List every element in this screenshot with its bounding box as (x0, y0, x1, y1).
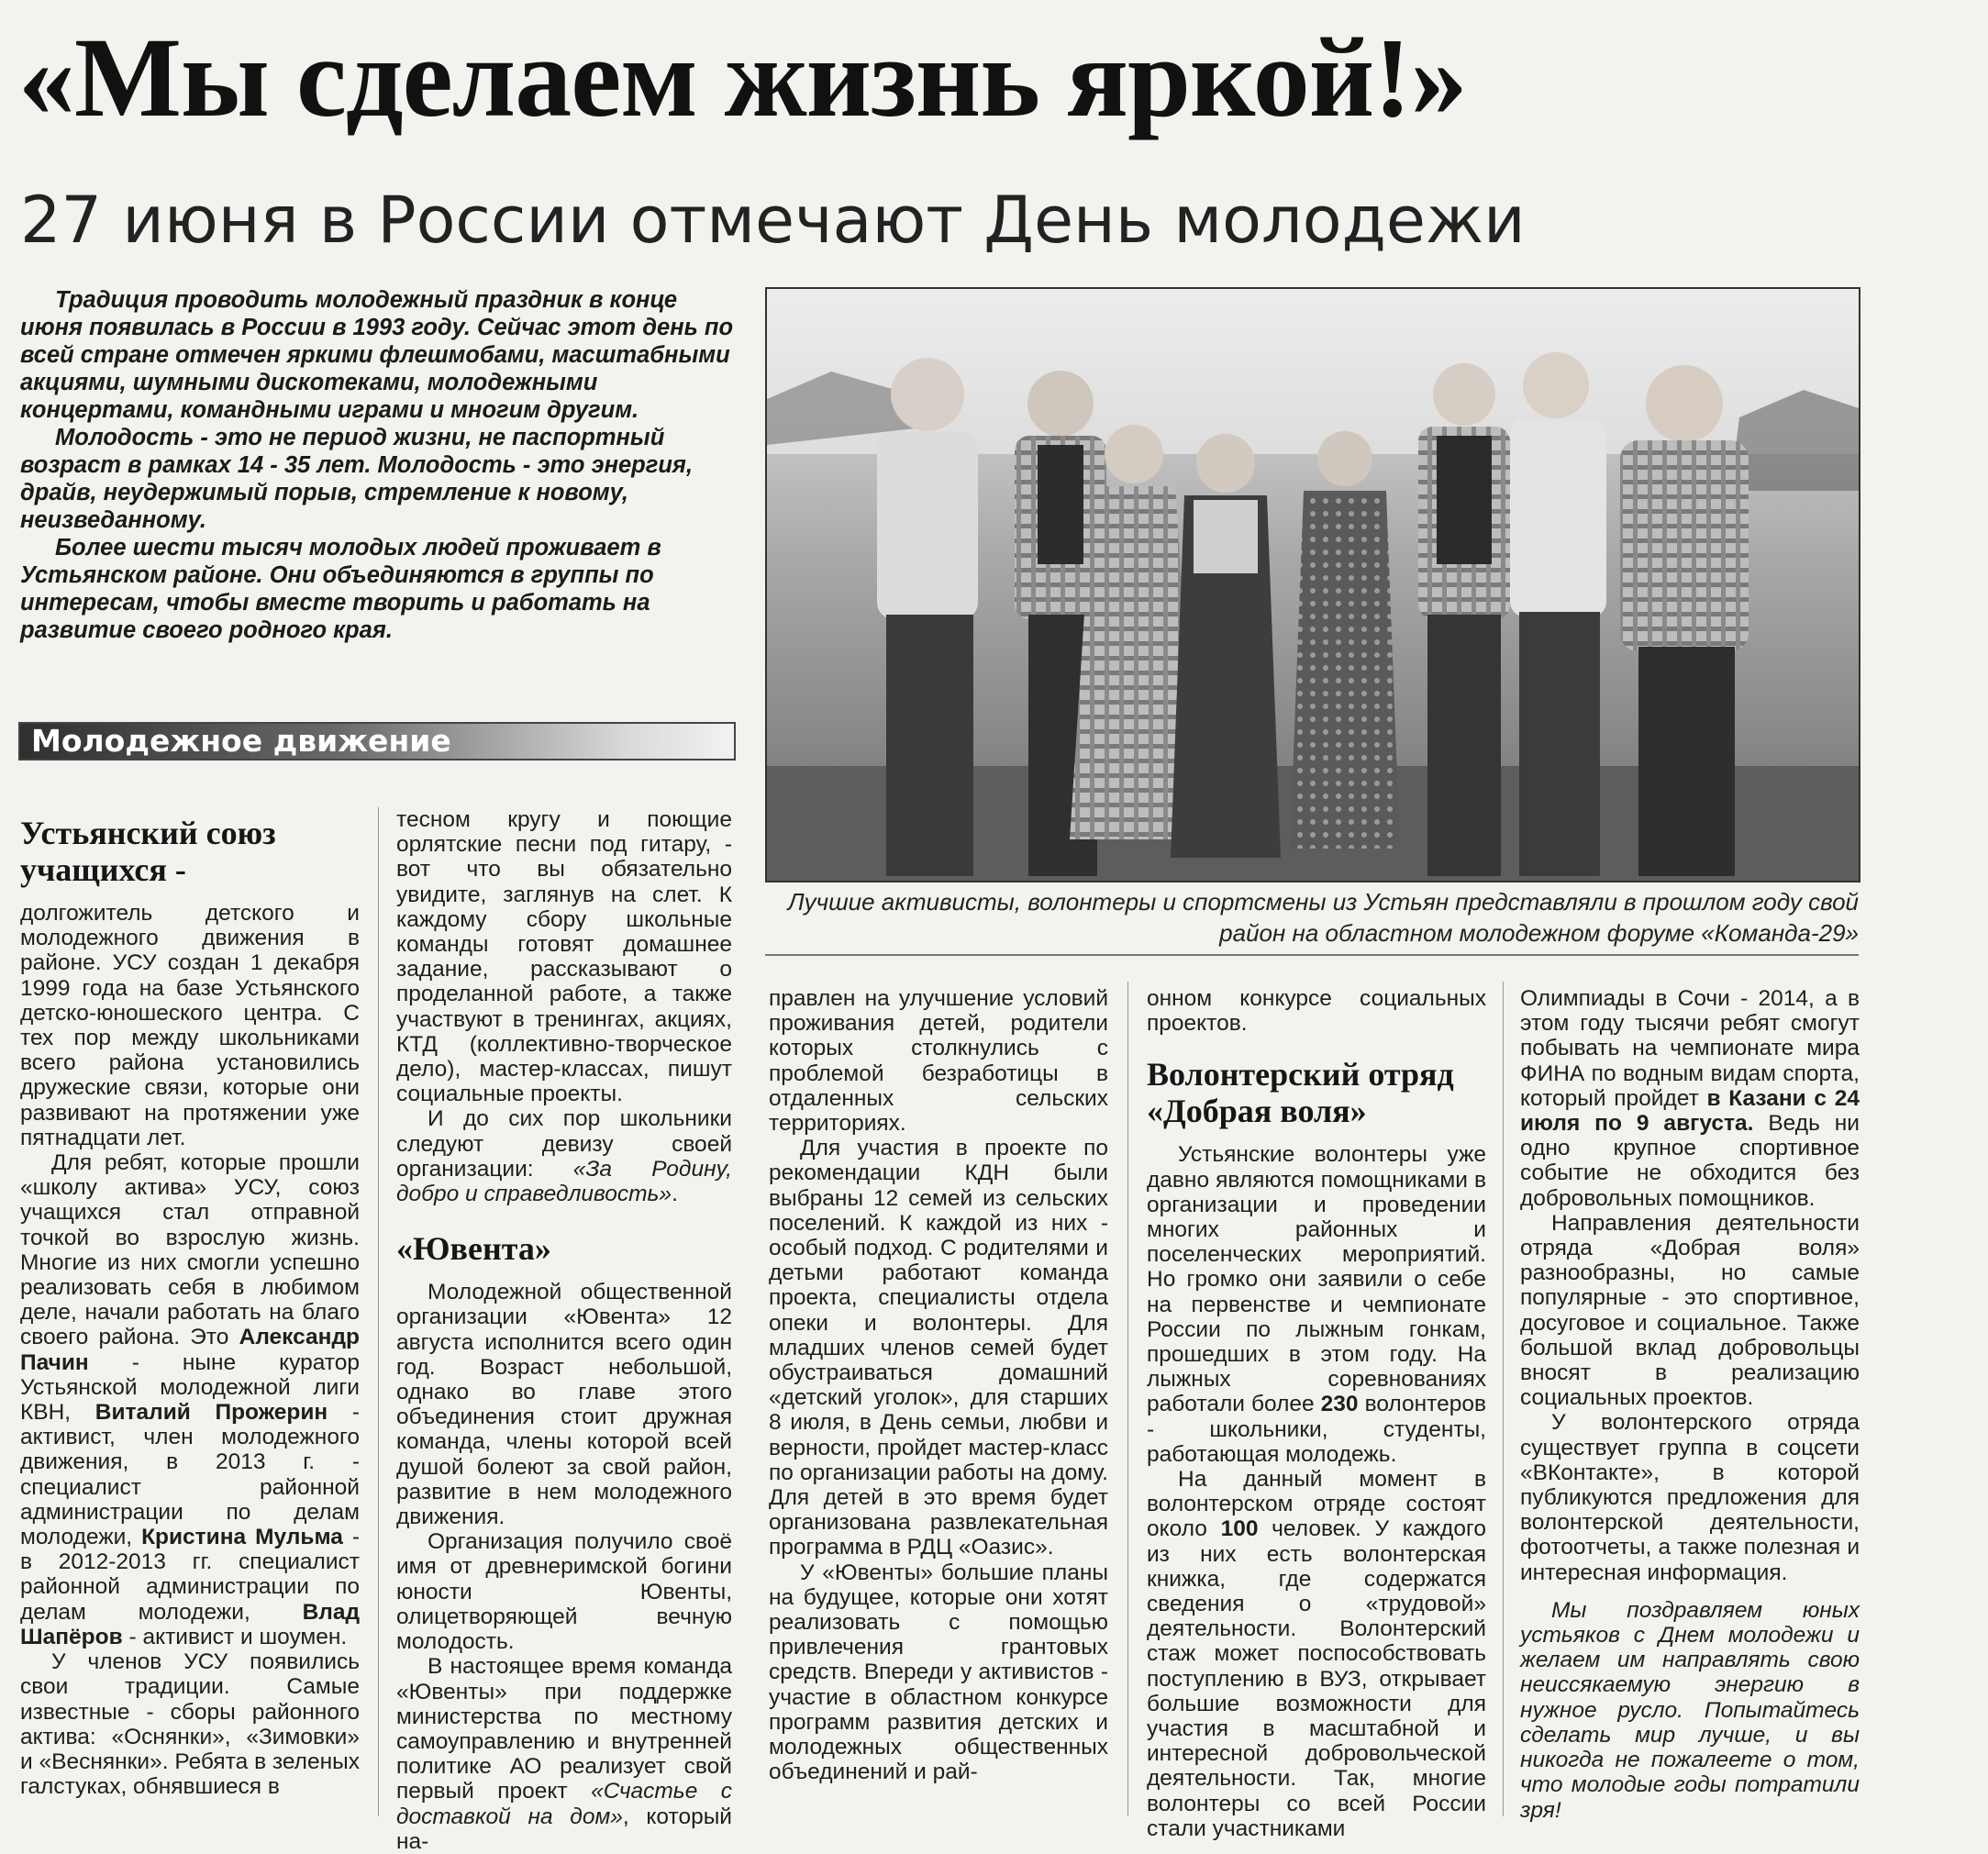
article-paragraph: У волонтерского отряда существует группа в соцсети «ВКонтакте», в которой публикуются предложения для волонтерской деятельности, фотоотчеты, а также полезная и интересная информация. (1520, 1410, 1860, 1585)
group-photo-image (767, 289, 1859, 881)
column-4 (1147, 986, 1486, 1841)
article-paragraph: правлен на улучшение условий проживания детей, родители которых столкнулись с проблемой безработицы в отдаленных сельских территориях. (769, 986, 1108, 1137)
article-paragraph: У «Ювенты» большие планы на будущее, которые они хотят реализовать с помощью привлечения грантовых средств. Впереди у активистов - участие в областном конкурсе программ развития детских и молодежных общественных объединений и рай- (769, 1560, 1108, 1785)
section-bar (18, 722, 736, 760)
article-paragraph: Для участия в проекте по рекомендации КДН были выбраны 12 семей из сельских поселений. К каждой из них - особый подход. С родителями и детьми работают команда проекта, специалисты отдела опеки и волонтеры. Для младших членов семей будет обустраиваться домашний «детский уголок», для старших 8 июля, в День семьи, любви и верности, пройдет мастер-класс по организации работы на дому. Для детей в это время будет организована развлекательная программа в РДЦ «Оазис». (769, 1136, 1108, 1560)
column-divider (1503, 982, 1504, 1816)
article-paragraph: У членов УСУ появились свои традиции. Самые известные - сборы районного актива: «Оснянки», «Зимовки» и «Веснянки». Ребята в зеленых галстуках, обнявшиеся в (20, 1649, 360, 1800)
article-paragraph: Устьянские волонтеры уже давно являются помощниками в организации и проведении многих районных и поселенческих мероприятий. Но громко они заявили о себе на первенстве и чемпионате России по лыжным гонкам, прошедших в этом году. На лыжных соревнованиях работали более 230 волонтеров - школьники, студенты, работающая молодежь. (1147, 1142, 1486, 1467)
column-divider (1127, 982, 1128, 1816)
photo-caption: Лучшие активисты, волонтеры и спортсмены из Устьян представляли в прошлом году свой район на областном молодежном форуме «Команда-29» (787, 888, 1859, 947)
section-bar-label: Молодежное движение (31, 723, 451, 759)
headline: «Мы сделаем жизнь яркой!» (18, 15, 1467, 140)
closing-greeting: Мы поздравляем юных устьяков с Днем молодежи и желаем им направлять свою неиссякаемую энергию в нужное русло. Попытайтесь сделать мир лучше, и вы никогда не пожалеете о том, что молодые годы потратили зря! (1520, 1597, 1860, 1823)
lead-paragraph: Традиция проводить молодежный праздник в конце июня появилась в России в 1993 году. Сейчас этот день по всей стране отмечен яркими флешмобами, масштабными акциями, шумными дискотеками, молодежными концертами, командными играми и многим другим. (20, 287, 734, 423)
article-paragraph: В настоящее время команда «Ювенты» при поддержке министерства по местному самоуправлению и внутренней политике АО реализует свой первый проект «Счастье с доставкой на дом», который на- (396, 1654, 732, 1854)
lead-paragraph: Молодость - это не период жизни, не паспортный возраст в рамках 14 - 35 лет. Молодость - это энергия, драйв, неудержимый порыв, стремление к новому, неизведанному. (20, 425, 694, 533)
column-5 (1520, 986, 1860, 1823)
column-3 (769, 986, 1108, 1785)
subheadline: 27 июня в России отмечают День молодежи (20, 183, 1526, 258)
article-paragraph: И до сих пор школьники следуют девизу своей организации: «За Родину, добро и справедливость». (396, 1106, 732, 1207)
article-paragraph: На данный момент в волонтерском отряде состоят около 100 человек. У каждого из них есть волонтерская книжка, где содержатся сведения о «трудовой» деятельности. Волонтерский стаж может поспособствовать поступлению в ВУЗ, открывает большие возможности для участия в масштабной и интересной добровольческой деятельности. Так, многие волонтеры со всей России стали участниками (1147, 1467, 1486, 1841)
article-paragraph: Олимпиады в Сочи - 2014, а в этом году тысячи ребят смогут побывать на чемпионате мира ФИНА по водным видам спорта, который пройдет в Казани с 24 июля по 9 августа. Ведь ни одно крупное спортивное событие не обходится без добровольных помощников. (1520, 986, 1860, 1211)
article-paragraph: Для ребят, которые прошли «школу актива» УСУ, союз учащихся стал отправной точкой во взрослую жизнь. Многие из них смогли успешно реализовать себя в любимом деле, начали работать на благо своего района. Это Александр Пачин - ныне куратор Устьянской молодежной лиги КВН, Виталий Прожерин - активист, член молодежного движения, в 2013 г. - специалист районной администрации по делам молодежи, Кристина Мульма - в 2012-2013 гг. специалист районной администрации по делам молодежи, Влад Шапёров - активист и шоумен. (20, 1150, 361, 1649)
subheading-yuventa: «Ювента» (396, 1230, 551, 1268)
article-paragraph: онном конкурсе социальных проектов. (1147, 986, 1486, 1037)
article-paragraph: долгожитель детского и молодежного движения в районе. УСУ создан 1 декабря 1999 года на базе Устьянского детско-юношеского центра. С тех пор между школьниками всего района установились дружеские связи, которые они развивают на протяжении уже пятнадцати лет. (20, 901, 360, 1150)
lead-paragraph: Более шести тысяч молодых людей проживает в Устьянском районе. Они объединяются в группы по интересам, чтобы вместе творить и работать на развитие своего родного края. (20, 535, 661, 643)
column-divider (378, 807, 379, 1816)
column-1 (20, 807, 360, 1799)
caption-divider (765, 954, 1859, 956)
lead-paragraphs (20, 286, 745, 644)
group-photo (765, 287, 1860, 883)
subheading-volunteers: Волонтерский отряд «Добрая воля» (1147, 1056, 1454, 1130)
article-paragraph: Направления деятельности отряда «Добрая воля» разнообразны, но самые популярные - это спортивное, досуговое и социальное. Также большой вклад добровольцы вносят в реализацию социальных проектов. (1520, 1210, 1860, 1411)
column-2 (396, 807, 732, 1854)
subheading-usu: Устьянский союз учащихся - (20, 815, 276, 888)
article-paragraph: Молодежной общественной организации «Ювента» 12 августа исполнится всего один год. Возраст небольшой, однако во главе этого объединения стоит дружная команда, члены которой всей душой болеют за свой район, развитие в нем молодежного движения. (396, 1280, 732, 1530)
article-paragraph: тесном кругу и поющие орлятские песни под гитару, - вот что вы обязательно увидите, заглянув на слет. К каждому сбору школьные команды готовят домашнее задание, рассказывают о проделанной работе, а также участвуют в тренингах, акциях, КТД (коллективно-творческое дело), мастер-классах, пишут социальные проекты. (396, 807, 732, 1107)
article-paragraph: Организация получило своё имя от древнеримской богини юности Ювенты, олицетворяющей вечную молодость. (396, 1529, 732, 1655)
